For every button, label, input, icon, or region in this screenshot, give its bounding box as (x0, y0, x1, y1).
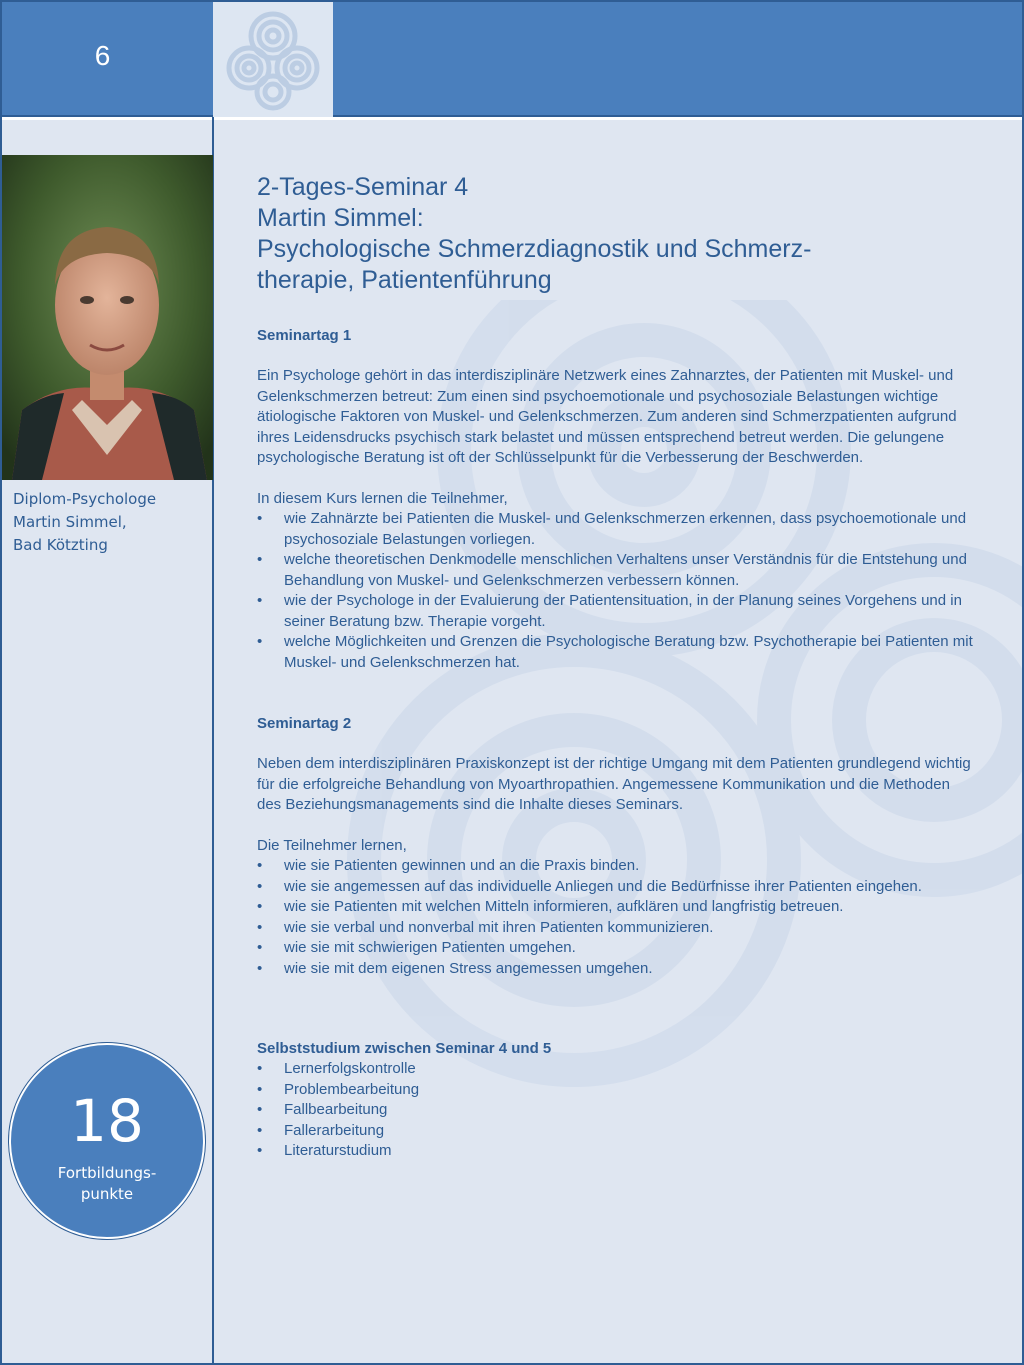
title-line: Psychologische Schmerzdiagnostik und Schmerz- (257, 235, 812, 263)
list-item: • welche theoretischen Denkmodelle menschlichen Verhaltens unser Verständnis für die Entstehung und Behandlung von Muskel- und Gelenkschmerzen verbessern können. (257, 550, 977, 591)
day1-heading: Seminartag 1 (257, 327, 352, 344)
title-line: therapie, Patientenführung (257, 266, 552, 294)
list-item: • wie sie Patienten gewinnen und an die Praxis binden. (257, 856, 977, 877)
list-item: • Problembearbeitung (257, 1080, 977, 1101)
list-item: • wie sie Patienten mit welchen Mitteln informieren, aufklären und langfristig betreuen. (257, 897, 977, 918)
caption-line: Bad Kötzting (13, 536, 108, 554)
list-item: • wie sie mit schwierigen Patienten umgehen. (257, 938, 977, 959)
day2-intro: Neben dem interdisziplinären Praxiskonzept ist der richtige Umgang mit dem Patienten grundlegend wichtig für die erfolgreiche Behandlung von Myoarthropathien. Angemessene Kommunikation und die Methoden des Beziehungsmanagements sind die Inhalte dieses Seminars. (257, 755, 971, 813)
list-item: • welche Möglichkeiten und Grenzen die Psychologische Beratung bzw. Psychotherapie bei Patienten mit Muskel- und Gelenkschmerzen hat. (257, 632, 977, 673)
caption-line: Diplom-Psychologe (13, 490, 157, 508)
list-item: • Lernerfolgskontrolle (257, 1059, 977, 1080)
day2-heading: Seminartag 2 (257, 715, 352, 732)
day2-lead: Die Teilnehmer lernen, (257, 836, 407, 854)
list-item: • Fallerarbeitung (257, 1121, 977, 1142)
points-label-line: punkte (80, 1185, 134, 1203)
selfstudy-heading: Selbststudium zwischen Seminar 4 und 5 (257, 1040, 552, 1057)
list-item: • Literaturstudium (257, 1141, 977, 1162)
list-item: • wie sie verbal und nonverbal mit ihren Patienten kommunizieren. (257, 918, 977, 939)
list-item: • wie Zahnärzte bei Patienten die Muskel- und Gelenkschmerzen erkennen, dass psychoemotionale und psychosoziale Belastungen vorliegen. (257, 509, 977, 550)
day1-intro: Ein Psychologe gehört in das interdisziplinäre Netzwerk eines Zahnarztes, der Patienten mit Muskel- und Gelenkschmerzen betreut: Zum einen sind psychoemotionale und psychosoziale Belastungen wichtige ätiologische Faktoren von Muskel- und Gelenkschmerzen. Zum anderen sind Schmerzpatienten aufgrund ihres Leidensdrucks psychisch stark belastet und müssen entsprechend betreut werden. Die gelungene psychologische Beratung ist oft der Schlüsselpunkt für die Verbesserung der Beschwerden. (257, 367, 957, 466)
day1-lead: In diesem Kurs lernen die Teilnehmer, (257, 489, 508, 507)
list-item: • wie sie mit dem eigenen Stress angemessen umgehen. (257, 959, 977, 980)
points-label-line: Fortbildungs- (57, 1164, 157, 1182)
caption-line: Martin Simmel, (13, 513, 127, 531)
title-line: 2-Tages-Seminar 4 (257, 173, 469, 201)
list-item: • Fallbearbeitung (257, 1100, 977, 1121)
title-line: Martin Simmel: (257, 204, 424, 232)
list-item: • wie der Psychologe in der Evaluierung der Patientensituation, in der Planung seines Vorgehens und in seiner Beratung bzw. Therapie vorgeht. (257, 591, 977, 632)
page-number: 6 (94, 40, 111, 71)
list-item: • wie sie angemessen auf das individuelle Anliegen und die Bedürfnisse ihrer Patienten eingehen. (257, 877, 977, 898)
points-number: 18 (70, 1087, 144, 1155)
